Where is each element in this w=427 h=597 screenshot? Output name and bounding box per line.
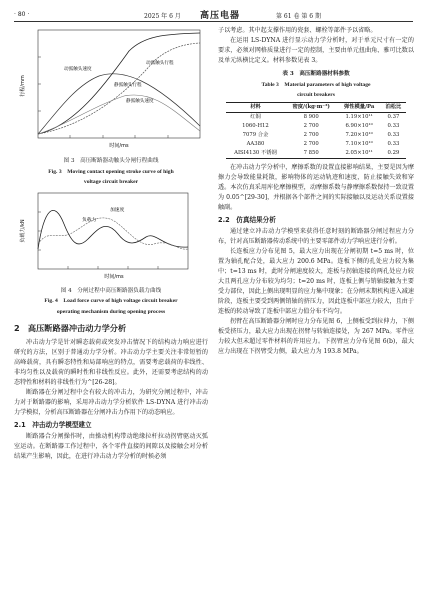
- table-row: [226, 140, 406, 149]
- fig3-legend-3: 静弧触头速度: [126, 99, 154, 104]
- page-header: [14, 9, 413, 21]
- table-3-title-cn: 表 3 高压断路器材料参数: [282, 71, 350, 77]
- table-cell: 2 700: [303, 131, 319, 138]
- fig3-xlabel: 时间/ms: [109, 143, 129, 149]
- left-paragraph-1: 冲击动力学是针对瞬态载荷或突发冲击情况下的结构动力响应进行研究的方法，区别于普通动力学分析。冲击动力学主要关注非常短暂的高峰载荷，具有瞬态特性和局部响应的特点，需要考虑载荷的非线性、非均匀性以及载荷的瞬时性和非线性反应。此外，还需要考虑结构的动态特性和材料的非线性行为^[26-28]。: [14, 339, 208, 386]
- table-cell: 0.37: [387, 113, 400, 120]
- table-cell: 7.20×10¹⁰: [345, 131, 373, 138]
- fig3-legend-1: 动弧触头行程: [146, 61, 174, 66]
- issue-date: 2025 年 6 月: [144, 13, 181, 20]
- table-cell: 6.90×10¹⁰: [345, 122, 373, 129]
- fig3-ticks: [38, 57, 168, 138]
- fig4-caption-cn: 图 4 分闸过程中高压断路器负载力曲线: [60, 287, 162, 294]
- fig4-xlabel: 时间/ms: [104, 273, 124, 280]
- right-top-text: 子以考虑。其中起支撑作用的瓷套、螺栓等部件予以省略。: [218, 27, 377, 34]
- header-rule: [14, 21, 413, 22]
- table-row: [226, 122, 406, 131]
- fig4-caption-en-2: operating mechanism during opening process: [56, 308, 166, 315]
- table-cell: 1.19×10¹¹: [345, 113, 373, 120]
- fig4-frame: [38, 193, 188, 269]
- fig4-ylabel: 负载力/kN: [20, 218, 26, 243]
- fig3-legend-2: 静弧触头行程: [114, 83, 142, 88]
- table-3-title-en-1: Table 3 Material parameters of high voltage: [261, 81, 371, 88]
- table-header: 泊松比: [381, 102, 406, 112]
- fig4-caption-en-1: Fig. 4 Load force curve of high voltage circuit breaker: [44, 298, 178, 304]
- fig4-acceleration-curve: [38, 217, 188, 248]
- table-cell: 8 900: [303, 113, 319, 120]
- fig4-legend-0: 负载力: [82, 217, 97, 223]
- fig3-caption-en-2: voltage circuit breaker: [83, 179, 139, 185]
- volume-issue: 第 61 卷 第 6 期: [276, 13, 321, 20]
- table-cell: 2 700: [303, 122, 319, 129]
- table-cell: 0.29: [381, 149, 406, 159]
- table-header: 密度/(kg·m⁻³): [285, 102, 337, 112]
- figure-3-chart: [14, 26, 208, 151]
- fig3-caption-cn: 图 3 高压断路器动触头分闸行程曲线: [63, 158, 159, 164]
- fig3-caption-en-1: Fig. 3 Moving contact opening stroke curve of high: [48, 168, 174, 175]
- table-cell: 0.33: [387, 131, 400, 138]
- table-cell: 0.33: [387, 140, 400, 147]
- table-row: [226, 112, 406, 122]
- table-cell: 红铜: [250, 113, 261, 120]
- right-column: [218, 26, 414, 357]
- right-paragraph-2: 在冲击动力学分析中，摩擦系数的设置直接影响结果，主要是因为摩擦力会导致能量耗散，影响物体的运动轨迹和速度，防止接触失效和穿透。本次仿真采用库伦摩擦模型，动摩擦系数与静摩擦系数保持一致设置为 0.05^[29-30]，并根据各个部件之间的实际接触以及运动关系设置接触副。: [218, 163, 414, 211]
- fig3-legend-0: 动弧触头速度: [64, 67, 92, 72]
- table-cell: 0.33: [387, 122, 400, 129]
- fig4-legend-1: 加速度: [110, 207, 125, 213]
- fig4-load-force-curve: [38, 210, 188, 249]
- table-row: [226, 131, 406, 140]
- fig3-static-contact-stroke: [38, 43, 200, 134]
- table-cell: 2.05×10¹¹: [337, 149, 380, 159]
- section-2-1-heading: 2.1 冲击动力学模型建立: [14, 421, 92, 429]
- left-paragraph-2: 断路器在分闸过程中会有较大的冲击力，为研究分闸过程中，冲击力对于断路器的影响，采用冲击动力学分析软件 LS-DYNA 进行冲击动力学模拟，分析高压断路器在分闸冲击力作用下的动态响应。: [14, 389, 208, 416]
- table-3-title-en-2: circuit breakers: [297, 92, 335, 98]
- fig3-ylabel: 行程/mm: [20, 75, 26, 97]
- right-paragraph-1: 在运用 LS-DYNA 进行显示动力学分析时，对于单元尺寸有一定的要求，必须对网格质量进行一定的控制，主要由单元扭曲角、雅可比数以及单元纵横比定义。材料参数见表 3。: [218, 37, 414, 64]
- material-parameters-table: [226, 102, 406, 159]
- page-number: · 80 ·: [14, 11, 30, 18]
- fig3-static-contact-speed: [38, 95, 200, 134]
- table-row: [226, 149, 406, 159]
- journal-title: 高压电器: [200, 11, 241, 21]
- table-cell: 2 700: [303, 140, 319, 147]
- right-paragraph-5: 拐臂在高压断路器分闸时应力分布见图 6，上侧板受到拉伸力，下侧板受挤压力，最大应力出现在拐臂与转轴连接处，为 267 MPa。零件应力较大但未超过零件材料的许用应力。下拐臂应力分布见图 6(b)，最大应力出现在下拐臂受力侧，最大应力为 193.8 MPa。: [218, 317, 414, 355]
- section-2-2-heading: 2.2 仿真结果分析: [218, 215, 276, 224]
- left-column: [14, 26, 208, 462]
- table-header: 材料: [226, 102, 285, 112]
- table-cell: AISI4130 不锈钢: [226, 149, 285, 159]
- table-cell: AA380: [246, 140, 265, 147]
- right-paragraph-4: 长连板应力分布见图 5，最大应力出现在分闸初期 t=5 ms 时，位置为轴孔配合处，最大应力 200.6 MPa。连板下侧的孔处应力较为集中；t=13 ms 时，此时分闸速度较大，连板与拐轴连接的两孔处应力较大且两孔应力分布较为均匀；t=20 ms 时，连板上侧与销轴接触为主要受力部位，因此上侧出现明显的应力集中现象；在分闸末期机构进入减速阶段，连板主要受到两侧销轴的挤压力，因此连板中部应力较大，且由于连板的转动导致了连板中部应力值分布不均匀。: [218, 247, 414, 315]
- table-cell: 7.10×10¹⁰: [345, 140, 373, 147]
- table-cell: 7079 合金: [242, 131, 269, 138]
- right-paragraph-3: 通过建立冲击动力学模型来获得任意时刻的断路器分闸过程应力分布，针对高压断路器传动系统中的主要零部件动力学响应进行分析。: [218, 227, 414, 245]
- figure-4-chart: [14, 189, 208, 281]
- section-2-heading: 2 高压断路器冲击动力学分析: [14, 323, 127, 333]
- table-cell: 7 850: [285, 149, 337, 159]
- table-header: 弹性模量/Pa: [337, 102, 380, 112]
- table-cell: 1060-H12: [242, 122, 269, 129]
- left-paragraph-3: 断路器合分闸操作时，由操动机构带动绝缘拉杆拉动拐臂驱动灭弧室运动。在断路器工作过程中，各个零件直接的间隙以及接触会对分析结果产生影响，因此，在进行冲击动力学分析的时候必须: [14, 433, 208, 460]
